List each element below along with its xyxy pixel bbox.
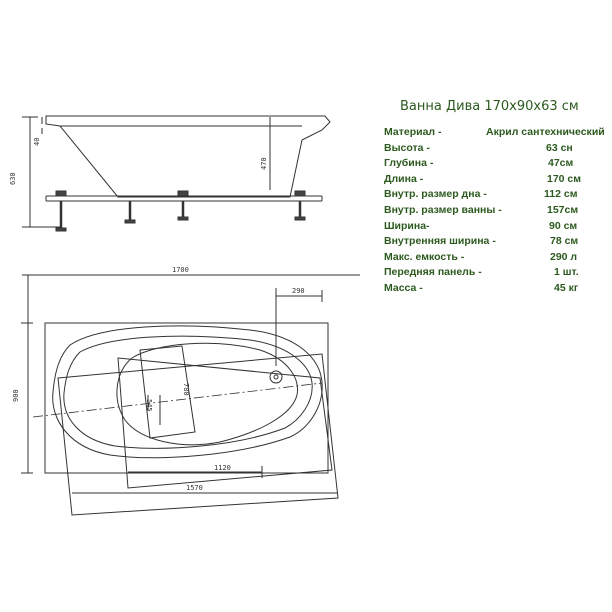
spec-label: Внутр. размер ванны - xyxy=(384,203,502,216)
spec-row-height xyxy=(384,142,604,158)
spec-value: 78 см xyxy=(550,235,579,248)
spec-row-inner-width xyxy=(384,235,604,251)
spec-row-width xyxy=(384,220,604,236)
drain-offset-dim: 290 xyxy=(292,287,305,295)
product-title: Ванна Дива 170x90x63 см xyxy=(400,99,579,114)
spec-table xyxy=(384,126,604,298)
spec-value: 45 кг xyxy=(554,281,579,294)
bottom-length-dim: 1120 xyxy=(214,464,231,472)
spec-value: 63 сн xyxy=(546,141,573,154)
inner-width-bottom-dim: 545 xyxy=(145,399,153,412)
spec-label: Глубина - xyxy=(384,157,434,170)
spec-value: Акрил сантехнический xyxy=(486,126,605,138)
spec-label: Материал - xyxy=(384,126,442,138)
spec-label: Высота - xyxy=(384,141,430,154)
spec-value: 290 л xyxy=(550,250,578,263)
spec-row-material xyxy=(384,126,604,142)
spec-label: Внутренняя ширина - xyxy=(384,235,496,248)
spec-label: Длина - xyxy=(384,172,424,185)
spec-label: Передняя панель - xyxy=(384,266,482,279)
spec-row-weight xyxy=(384,282,604,298)
spec-label: Макс. емкость - xyxy=(384,250,465,263)
width-dim: 900 xyxy=(12,389,20,402)
spec-row-inner-size xyxy=(384,204,604,220)
side-rim-dim: 40 xyxy=(33,137,41,146)
length-dim: 1700 xyxy=(172,266,189,274)
side-depth-dim: 470 xyxy=(260,157,268,170)
inner-length-dim: 1570 xyxy=(186,484,203,492)
spec-row-bottom-size xyxy=(384,188,604,204)
spec-value: 47см xyxy=(548,157,574,170)
spec-label: Ширина- xyxy=(384,219,430,232)
side-view xyxy=(22,116,330,231)
spec-row-capacity xyxy=(384,251,604,267)
spec-value: 170 см xyxy=(547,172,582,185)
spec-value: 1 шт. xyxy=(554,266,579,279)
spec-value: 157см xyxy=(547,203,579,216)
spec-row-front-panel xyxy=(384,266,604,282)
spec-label: Масса - xyxy=(384,281,423,294)
spec-row-length xyxy=(384,173,604,189)
side-height-dim: 630 xyxy=(9,172,17,185)
inner-width-dim: 780 xyxy=(182,383,190,396)
spec-value: 112 см xyxy=(544,188,578,201)
spec-value: 90 см xyxy=(549,219,578,232)
spec-label: Внутр. размер дна - xyxy=(384,188,487,201)
spec-row-depth xyxy=(384,157,604,173)
